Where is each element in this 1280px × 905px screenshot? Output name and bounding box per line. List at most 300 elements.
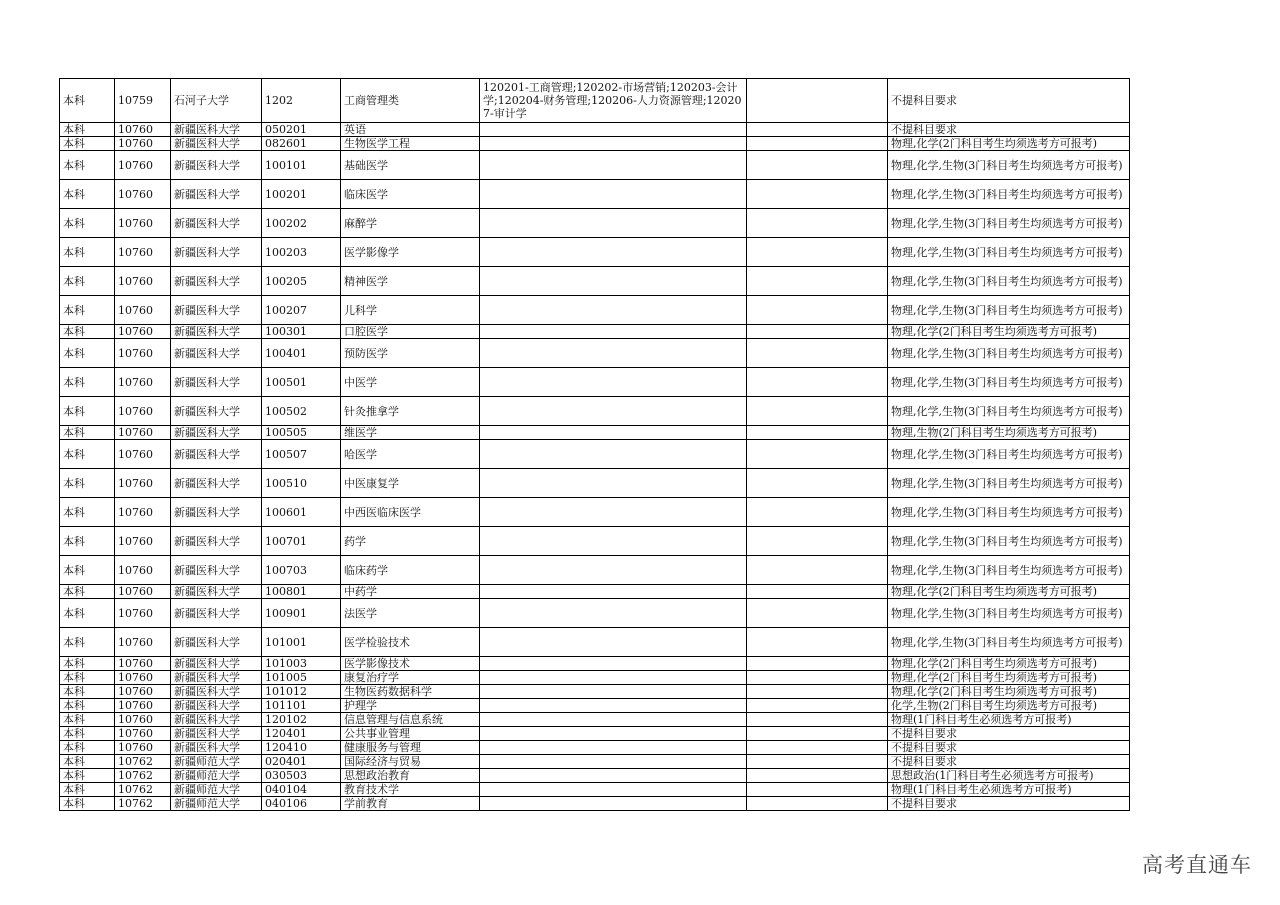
subject-requirement-cell: 化学,生物(2门科目考生均须选考方可报考) xyxy=(888,699,1130,713)
level-cell: 本科 xyxy=(60,585,115,599)
note-cell xyxy=(747,741,888,755)
note-cell xyxy=(747,79,888,123)
note-cell xyxy=(747,755,888,769)
subject-requirement-cell: 不提科目要求 xyxy=(888,727,1130,741)
level-cell: 本科 xyxy=(60,556,115,585)
note-cell xyxy=(747,599,888,628)
note-cell xyxy=(747,685,888,699)
school-code-cell: 10760 xyxy=(115,657,171,671)
school-code-cell: 10760 xyxy=(115,426,171,440)
table-row xyxy=(60,296,1130,325)
included-majors-cell xyxy=(480,137,747,151)
level-cell: 本科 xyxy=(60,209,115,238)
school-name-cell: 新疆医科大学 xyxy=(171,727,262,741)
included-majors-cell xyxy=(480,769,747,783)
table-row xyxy=(60,123,1130,137)
major-code-cell: 100202 xyxy=(262,209,341,238)
included-majors-cell xyxy=(480,209,747,238)
subject-requirement-cell: 物理,化学(2门科目考生均须选考方可报考) xyxy=(888,671,1130,685)
subject-requirement-cell: 物理,化学,生物(3门科目考生均须选考方可报考) xyxy=(888,527,1130,556)
subject-requirement-cell: 物理,化学(2门科目考生均须选考方可报考) xyxy=(888,685,1130,699)
included-majors-cell xyxy=(480,741,747,755)
subject-requirement-cell: 物理,化学(2门科目考生均须选考方可报考) xyxy=(888,325,1130,339)
table-row xyxy=(60,325,1130,339)
subject-requirement-cell: 物理,化学,生物(3门科目考生均须选考方可报考) xyxy=(888,238,1130,267)
table-row xyxy=(60,755,1130,769)
school-name-cell: 新疆医科大学 xyxy=(171,209,262,238)
major-code-cell: 100901 xyxy=(262,599,341,628)
table-row xyxy=(60,699,1130,713)
major-code-cell: 100401 xyxy=(262,339,341,368)
school-code-cell: 10760 xyxy=(115,628,171,657)
school-name-cell: 新疆医科大学 xyxy=(171,180,262,209)
major-name-cell: 中医康复学 xyxy=(341,469,480,498)
school-code-cell: 10760 xyxy=(115,151,171,180)
school-name-cell: 新疆医科大学 xyxy=(171,137,262,151)
level-cell: 本科 xyxy=(60,440,115,469)
table-row xyxy=(60,527,1130,556)
school-name-cell: 新疆医科大学 xyxy=(171,713,262,727)
school-code-cell: 10762 xyxy=(115,755,171,769)
subject-requirement-cell: 物理,化学,生物(3门科目考生均须选考方可报考) xyxy=(888,628,1130,657)
table-row xyxy=(60,556,1130,585)
level-cell: 本科 xyxy=(60,151,115,180)
included-majors-cell xyxy=(480,755,747,769)
major-code-cell: 120401 xyxy=(262,727,341,741)
level-cell: 本科 xyxy=(60,783,115,797)
major-name-cell: 思想政治教育 xyxy=(341,769,480,783)
subject-requirement-cell: 不提科目要求 xyxy=(888,79,1130,123)
major-name-cell: 医学影像学 xyxy=(341,238,480,267)
school-code-cell: 10760 xyxy=(115,180,171,209)
school-name-cell: 新疆医科大学 xyxy=(171,397,262,426)
major-code-cell: 100205 xyxy=(262,267,341,296)
note-cell xyxy=(747,713,888,727)
major-code-cell: 1202 xyxy=(262,79,341,123)
major-name-cell: 信息管理与信息系统 xyxy=(341,713,480,727)
school-name-cell: 新疆医科大学 xyxy=(171,426,262,440)
major-name-cell: 预防医学 xyxy=(341,339,480,368)
subject-requirement-cell: 物理,化学,生物(3门科目考生均须选考方可报考) xyxy=(888,440,1130,469)
level-cell: 本科 xyxy=(60,339,115,368)
level-cell: 本科 xyxy=(60,699,115,713)
school-name-cell: 新疆医科大学 xyxy=(171,123,262,137)
school-code-cell: 10759 xyxy=(115,79,171,123)
table-row xyxy=(60,209,1130,238)
school-name-cell: 新疆医科大学 xyxy=(171,585,262,599)
note-cell xyxy=(747,368,888,397)
included-majors-cell xyxy=(480,727,747,741)
subject-requirement-cell: 不提科目要求 xyxy=(888,123,1130,137)
major-name-cell: 针灸推拿学 xyxy=(341,397,480,426)
note-cell xyxy=(747,556,888,585)
school-code-cell: 10760 xyxy=(115,585,171,599)
table-body xyxy=(60,79,1130,811)
subject-requirement-cell: 物理,化学,生物(3门科目考生均须选考方可报考) xyxy=(888,296,1130,325)
major-code-cell: 101001 xyxy=(262,628,341,657)
major-code-cell: 100101 xyxy=(262,151,341,180)
school-code-cell: 10760 xyxy=(115,397,171,426)
level-cell: 本科 xyxy=(60,368,115,397)
major-name-cell: 医学影像技术 xyxy=(341,657,480,671)
major-code-cell: 100301 xyxy=(262,325,341,339)
major-code-cell: 100502 xyxy=(262,397,341,426)
level-cell: 本科 xyxy=(60,769,115,783)
school-code-cell: 10760 xyxy=(115,137,171,151)
school-name-cell: 新疆医科大学 xyxy=(171,469,262,498)
table-row xyxy=(60,783,1130,797)
table-row xyxy=(60,440,1130,469)
subject-requirement-cell: 物理,化学,生物(3门科目考生均须选考方可报考) xyxy=(888,180,1130,209)
level-cell: 本科 xyxy=(60,755,115,769)
subject-requirement-cell: 物理,化学(2门科目考生均须选考方可报考) xyxy=(888,137,1130,151)
note-cell xyxy=(747,123,888,137)
included-majors-cell xyxy=(480,180,747,209)
major-name-cell: 中药学 xyxy=(341,585,480,599)
table-row xyxy=(60,267,1130,296)
table-row xyxy=(60,685,1130,699)
table-row xyxy=(60,397,1130,426)
major-name-cell: 临床医学 xyxy=(341,180,480,209)
table-row xyxy=(60,469,1130,498)
level-cell: 本科 xyxy=(60,325,115,339)
table-row xyxy=(60,180,1130,209)
included-majors-cell xyxy=(480,599,747,628)
school-name-cell: 新疆医科大学 xyxy=(171,368,262,397)
note-cell xyxy=(747,325,888,339)
major-name-cell: 国际经济与贸易 xyxy=(341,755,480,769)
major-name-cell: 法医学 xyxy=(341,599,480,628)
included-majors-cell xyxy=(480,685,747,699)
included-majors-cell xyxy=(480,797,747,811)
note-cell xyxy=(747,397,888,426)
major-name-cell: 口腔医学 xyxy=(341,325,480,339)
major-code-cell: 101012 xyxy=(262,685,341,699)
table-row xyxy=(60,741,1130,755)
level-cell: 本科 xyxy=(60,238,115,267)
level-cell: 本科 xyxy=(60,267,115,296)
included-majors-cell xyxy=(480,325,747,339)
note-cell xyxy=(747,296,888,325)
included-majors-cell xyxy=(480,527,747,556)
subject-requirement-cell: 不提科目要求 xyxy=(888,797,1130,811)
level-cell: 本科 xyxy=(60,180,115,209)
note-cell xyxy=(747,498,888,527)
table-row xyxy=(60,426,1130,440)
note-cell xyxy=(747,469,888,498)
included-majors-cell: 120201-工商管理;120202-市场营销;120203-会计学;120204-财务管理;120206-人力资源管理;120207-审计学 xyxy=(480,79,747,123)
included-majors-cell xyxy=(480,469,747,498)
table-row xyxy=(60,151,1130,180)
note-cell xyxy=(747,657,888,671)
level-cell: 本科 xyxy=(60,599,115,628)
major-name-cell: 中医学 xyxy=(341,368,480,397)
major-code-cell: 100601 xyxy=(262,498,341,527)
level-cell: 本科 xyxy=(60,79,115,123)
subject-requirement-cell: 不提科目要求 xyxy=(888,741,1130,755)
major-code-cell: 100501 xyxy=(262,368,341,397)
major-name-cell: 医学检验技术 xyxy=(341,628,480,657)
major-name-cell: 学前教育 xyxy=(341,797,480,811)
school-code-cell: 10762 xyxy=(115,783,171,797)
school-code-cell: 10762 xyxy=(115,797,171,811)
table-row xyxy=(60,137,1130,151)
subject-requirement-cell: 物理,化学,生物(3门科目考生均须选考方可报考) xyxy=(888,368,1130,397)
school-code-cell: 10760 xyxy=(115,123,171,137)
school-code-cell: 10760 xyxy=(115,556,171,585)
school-name-cell: 新疆医科大学 xyxy=(171,151,262,180)
note-cell xyxy=(747,699,888,713)
note-cell xyxy=(747,783,888,797)
note-cell xyxy=(747,267,888,296)
level-cell: 本科 xyxy=(60,498,115,527)
school-name-cell: 新疆师范大学 xyxy=(171,755,262,769)
level-cell: 本科 xyxy=(60,527,115,556)
school-code-cell: 10760 xyxy=(115,599,171,628)
school-code-cell: 10760 xyxy=(115,267,171,296)
level-cell: 本科 xyxy=(60,713,115,727)
table-row xyxy=(60,769,1130,783)
major-name-cell: 生物医药数据科学 xyxy=(341,685,480,699)
school-name-cell: 新疆师范大学 xyxy=(171,783,262,797)
table-row xyxy=(60,797,1130,811)
major-name-cell: 公共事业管理 xyxy=(341,727,480,741)
school-code-cell: 10760 xyxy=(115,339,171,368)
major-code-cell: 100701 xyxy=(262,527,341,556)
school-name-cell: 新疆医科大学 xyxy=(171,440,262,469)
included-majors-cell xyxy=(480,397,747,426)
table-row xyxy=(60,368,1130,397)
school-name-cell: 新疆师范大学 xyxy=(171,769,262,783)
school-code-cell: 10760 xyxy=(115,741,171,755)
note-cell xyxy=(747,769,888,783)
note-cell xyxy=(747,440,888,469)
level-cell: 本科 xyxy=(60,657,115,671)
table-row xyxy=(60,79,1130,123)
table-row xyxy=(60,628,1130,657)
note-cell xyxy=(747,426,888,440)
major-code-cell: 100207 xyxy=(262,296,341,325)
table-row xyxy=(60,671,1130,685)
major-code-cell: 101005 xyxy=(262,671,341,685)
major-name-cell: 教育技术学 xyxy=(341,783,480,797)
included-majors-cell xyxy=(480,498,747,527)
level-cell: 本科 xyxy=(60,397,115,426)
level-cell: 本科 xyxy=(60,137,115,151)
school-code-cell: 10760 xyxy=(115,713,171,727)
table-row xyxy=(60,727,1130,741)
school-code-cell: 10760 xyxy=(115,296,171,325)
major-code-cell: 101101 xyxy=(262,699,341,713)
school-code-cell: 10762 xyxy=(115,769,171,783)
major-code-cell: 030503 xyxy=(262,769,341,783)
note-cell xyxy=(747,628,888,657)
major-name-cell: 中西医临床医学 xyxy=(341,498,480,527)
note-cell xyxy=(747,671,888,685)
included-majors-cell xyxy=(480,151,747,180)
level-cell: 本科 xyxy=(60,426,115,440)
major-code-cell: 040104 xyxy=(262,783,341,797)
major-name-cell: 基础医学 xyxy=(341,151,480,180)
school-name-cell: 新疆医科大学 xyxy=(171,238,262,267)
school-name-cell: 新疆医科大学 xyxy=(171,599,262,628)
school-name-cell: 新疆医科大学 xyxy=(171,339,262,368)
included-majors-cell xyxy=(480,339,747,368)
table-row xyxy=(60,339,1130,368)
school-name-cell: 新疆医科大学 xyxy=(171,325,262,339)
included-majors-cell xyxy=(480,628,747,657)
school-code-cell: 10760 xyxy=(115,440,171,469)
included-majors-cell xyxy=(480,713,747,727)
level-cell: 本科 xyxy=(60,628,115,657)
school-name-cell: 新疆医科大学 xyxy=(171,296,262,325)
level-cell: 本科 xyxy=(60,727,115,741)
school-name-cell: 新疆医科大学 xyxy=(171,267,262,296)
included-majors-cell xyxy=(480,671,747,685)
included-majors-cell xyxy=(480,556,747,585)
included-majors-cell xyxy=(480,440,747,469)
school-name-cell: 新疆医科大学 xyxy=(171,628,262,657)
subject-requirement-cell: 物理(1门科目考生必须选考方可报考) xyxy=(888,783,1130,797)
level-cell: 本科 xyxy=(60,469,115,498)
note-cell xyxy=(747,797,888,811)
note-cell xyxy=(747,585,888,599)
school-code-cell: 10760 xyxy=(115,685,171,699)
major-name-cell: 儿科学 xyxy=(341,296,480,325)
school-code-cell: 10760 xyxy=(115,209,171,238)
school-name-cell: 新疆师范大学 xyxy=(171,797,262,811)
school-code-cell: 10760 xyxy=(115,238,171,267)
note-cell xyxy=(747,527,888,556)
requirements-table xyxy=(59,78,1130,811)
major-name-cell: 麻醉学 xyxy=(341,209,480,238)
school-code-cell: 10760 xyxy=(115,671,171,685)
level-cell: 本科 xyxy=(60,296,115,325)
school-name-cell: 新疆医科大学 xyxy=(171,741,262,755)
level-cell: 本科 xyxy=(60,741,115,755)
included-majors-cell xyxy=(480,657,747,671)
major-code-cell: 101003 xyxy=(262,657,341,671)
subject-requirement-cell: 物理,化学,生物(3门科目考生均须选考方可报考) xyxy=(888,556,1130,585)
note-cell xyxy=(747,209,888,238)
note-cell xyxy=(747,727,888,741)
level-cell: 本科 xyxy=(60,123,115,137)
subject-requirement-cell: 物理,化学,生物(3门科目考生均须选考方可报考) xyxy=(888,339,1130,368)
table-row xyxy=(60,657,1130,671)
subject-requirement-cell: 物理,化学,生物(3门科目考生均须选考方可报考) xyxy=(888,498,1130,527)
subject-requirement-cell: 物理,化学,生物(3门科目考生均须选考方可报考) xyxy=(888,469,1130,498)
school-code-cell: 10760 xyxy=(115,368,171,397)
major-name-cell: 健康服务与管理 xyxy=(341,741,480,755)
included-majors-cell xyxy=(480,123,747,137)
major-code-cell: 050201 xyxy=(262,123,341,137)
note-cell xyxy=(747,180,888,209)
school-code-cell: 10760 xyxy=(115,527,171,556)
school-code-cell: 10760 xyxy=(115,325,171,339)
major-name-cell: 生物医学工程 xyxy=(341,137,480,151)
table-row xyxy=(60,238,1130,267)
major-name-cell: 精神医学 xyxy=(341,267,480,296)
subject-requirement-cell: 物理,生物(2门科目考生均须选考方可报考) xyxy=(888,426,1130,440)
major-name-cell: 护理学 xyxy=(341,699,480,713)
included-majors-cell xyxy=(480,699,747,713)
major-code-cell: 120102 xyxy=(262,713,341,727)
school-name-cell: 新疆医科大学 xyxy=(171,556,262,585)
level-cell: 本科 xyxy=(60,671,115,685)
school-name-cell: 新疆医科大学 xyxy=(171,527,262,556)
major-name-cell: 英语 xyxy=(341,123,480,137)
school-code-cell: 10760 xyxy=(115,469,171,498)
watermark-logo: 高考直通车 xyxy=(1142,853,1252,877)
table-row xyxy=(60,599,1130,628)
subject-requirement-cell: 物理,化学,生物(3门科目考生均须选考方可报考) xyxy=(888,599,1130,628)
major-code-cell: 100203 xyxy=(262,238,341,267)
school-code-cell: 10760 xyxy=(115,699,171,713)
major-code-cell: 040106 xyxy=(262,797,341,811)
subject-requirement-cell: 不提科目要求 xyxy=(888,755,1130,769)
school-name-cell: 新疆医科大学 xyxy=(171,498,262,527)
included-majors-cell xyxy=(480,426,747,440)
subject-requirement-cell: 物理,化学,生物(3门科目考生均须选考方可报考) xyxy=(888,209,1130,238)
table-row xyxy=(60,585,1130,599)
major-name-cell: 临床药学 xyxy=(341,556,480,585)
major-code-cell: 100201 xyxy=(262,180,341,209)
major-name-cell: 维医学 xyxy=(341,426,480,440)
subject-requirement-cell: 物理,化学(2门科目考生均须选考方可报考) xyxy=(888,657,1130,671)
major-code-cell: 082601 xyxy=(262,137,341,151)
major-name-cell: 工商管理类 xyxy=(341,79,480,123)
included-majors-cell xyxy=(480,368,747,397)
school-name-cell: 新疆医科大学 xyxy=(171,671,262,685)
school-name-cell: 新疆医科大学 xyxy=(171,699,262,713)
included-majors-cell xyxy=(480,238,747,267)
included-majors-cell xyxy=(480,267,747,296)
major-code-cell: 100703 xyxy=(262,556,341,585)
major-name-cell: 康复治疗学 xyxy=(341,671,480,685)
included-majors-cell xyxy=(480,296,747,325)
school-code-cell: 10760 xyxy=(115,498,171,527)
major-code-cell: 100507 xyxy=(262,440,341,469)
level-cell: 本科 xyxy=(60,685,115,699)
major-name-cell: 哈医学 xyxy=(341,440,480,469)
included-majors-cell xyxy=(480,783,747,797)
major-code-cell: 020401 xyxy=(262,755,341,769)
included-majors-cell xyxy=(480,585,747,599)
subject-requirement-cell: 物理,化学,生物(3门科目考生均须选考方可报考) xyxy=(888,397,1130,426)
subject-requirement-cell: 物理,化学,生物(3门科目考生均须选考方可报考) xyxy=(888,151,1130,180)
school-name-cell: 新疆医科大学 xyxy=(171,657,262,671)
level-cell: 本科 xyxy=(60,797,115,811)
subject-requirement-cell: 物理(1门科目考生必须选考方可报考) xyxy=(888,713,1130,727)
major-name-cell: 药学 xyxy=(341,527,480,556)
note-cell xyxy=(747,137,888,151)
note-cell xyxy=(747,238,888,267)
major-code-cell: 100505 xyxy=(262,426,341,440)
school-name-cell: 石河子大学 xyxy=(171,79,262,123)
note-cell xyxy=(747,151,888,180)
subject-requirement-cell: 思想政治(1门科目考生必须选考方可报考) xyxy=(888,769,1130,783)
subject-requirement-cell: 物理,化学,生物(3门科目考生均须选考方可报考) xyxy=(888,267,1130,296)
school-name-cell: 新疆医科大学 xyxy=(171,685,262,699)
major-code-cell: 100510 xyxy=(262,469,341,498)
school-code-cell: 10760 xyxy=(115,727,171,741)
major-code-cell: 100801 xyxy=(262,585,341,599)
note-cell xyxy=(747,339,888,368)
major-code-cell: 120410 xyxy=(262,741,341,755)
subject-requirement-cell: 物理,化学(2门科目考生均须选考方可报考) xyxy=(888,585,1130,599)
table-row xyxy=(60,713,1130,727)
table-row xyxy=(60,498,1130,527)
